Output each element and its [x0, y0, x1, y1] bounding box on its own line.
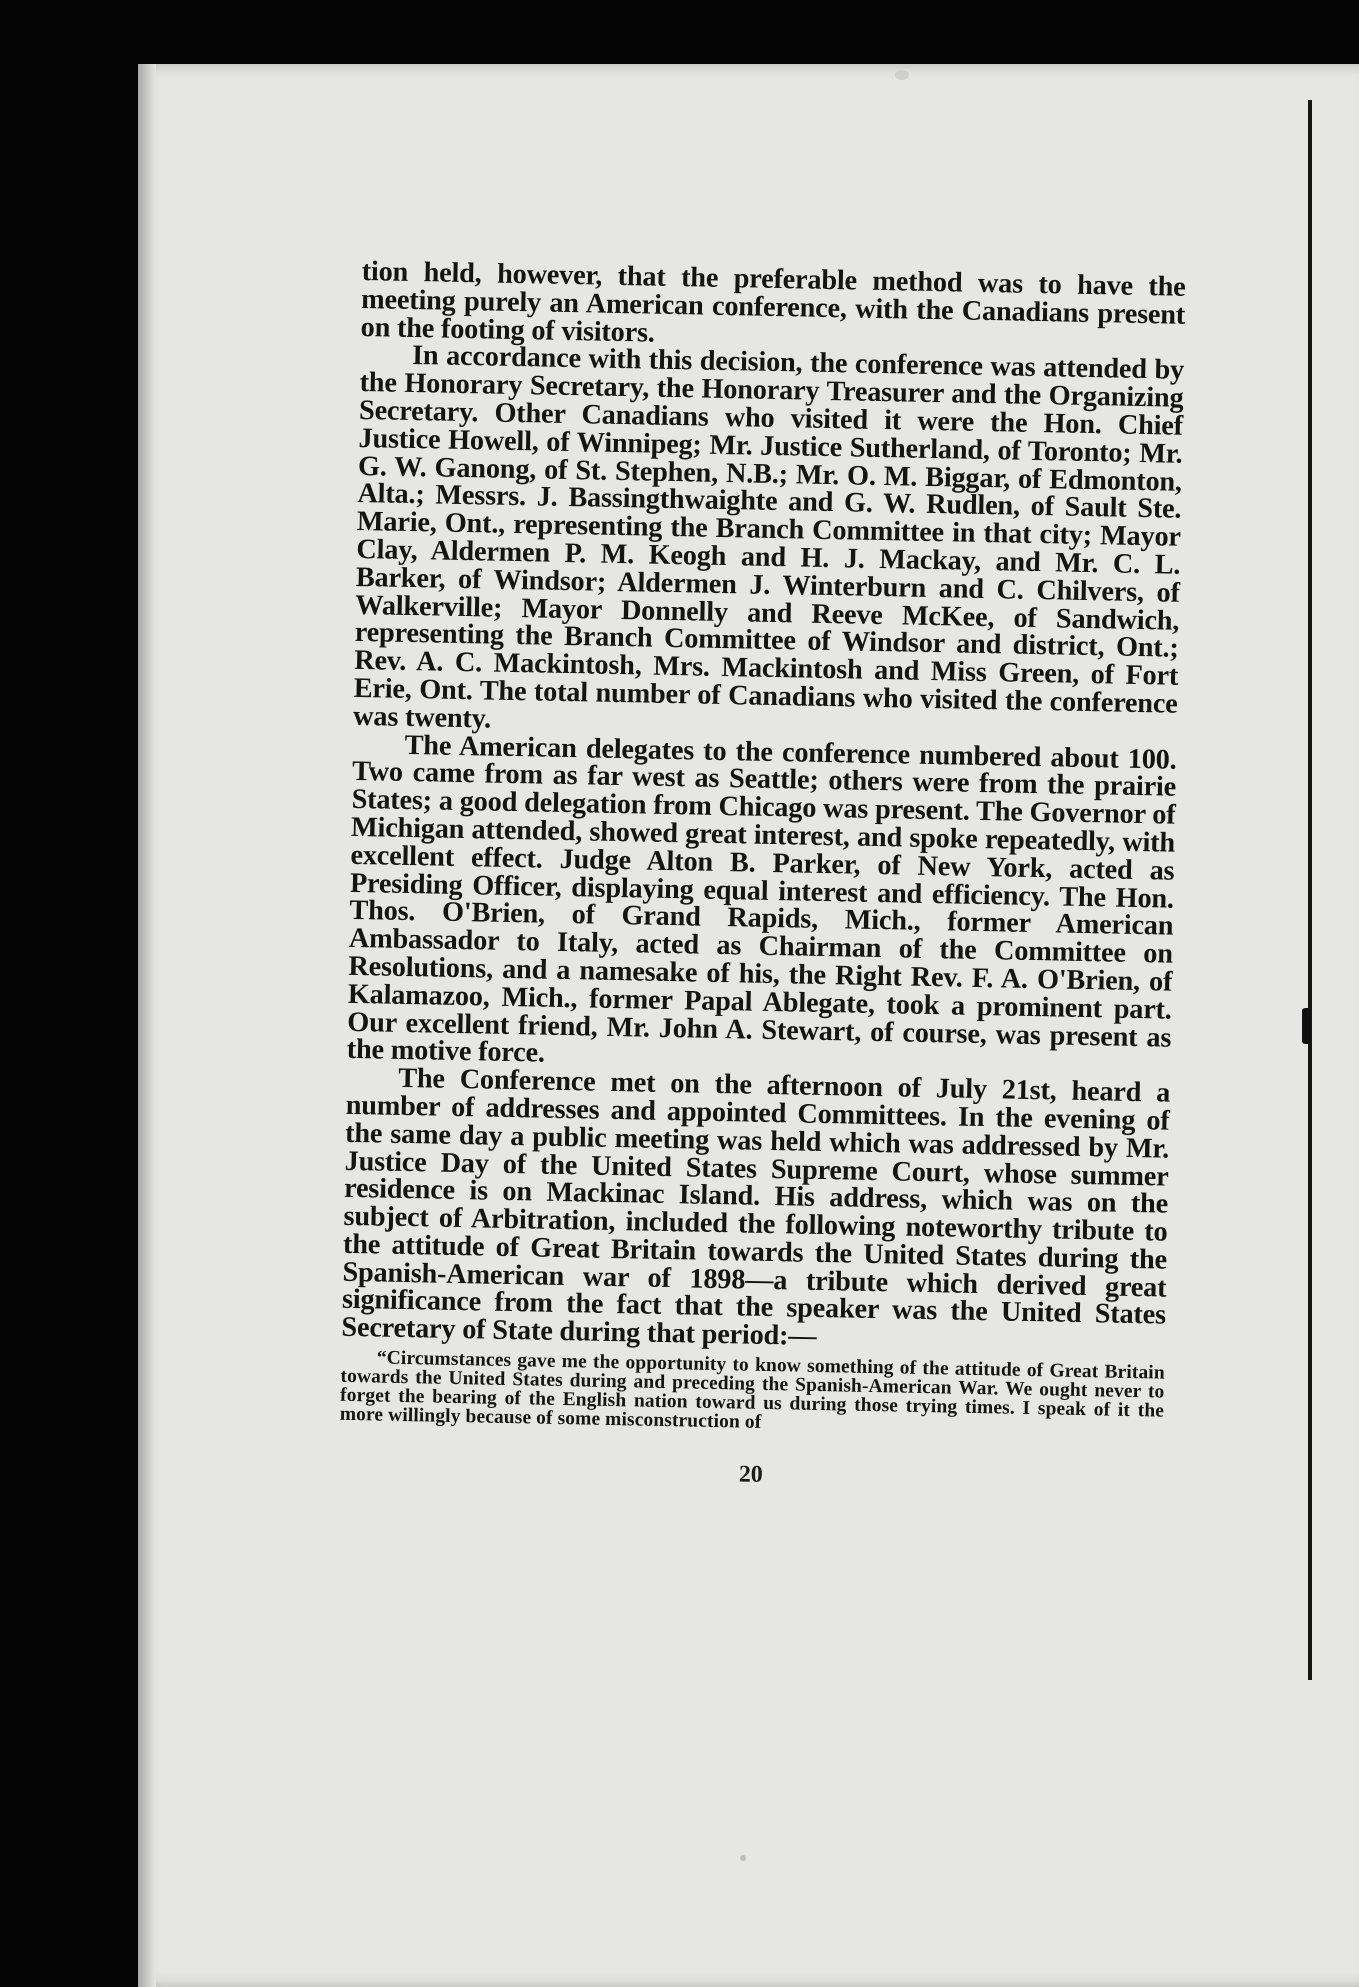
paragraph-continuation: tion held, however, that the preferable method was to have the meeting purely an American conference, with the Canadians present on the footing of visitors. [360, 256, 1186, 349]
page-gutter-shadow [138, 64, 156, 1987]
facing-page-edge [1308, 100, 1312, 1680]
quotation-justice-day: “Circumstances gave me the opportunity to know something of the attitude of Great Britain towards the United States during and preceding the Spanish-American War. We ought never to forget the bearing of the English nation toward us during those trying times. I speak of it the more willingly because of some misconstruction of [339, 1347, 1165, 1433]
page-text-block [339, 256, 1186, 1488]
scan-speck [895, 70, 909, 80]
page-number: 20 [738, 1461, 763, 1488]
margin-mark [1302, 1008, 1311, 1044]
paragraph-canadian-visitors: In accordance with this decision, the conference was attended by the Honorary Secretary, the Honorary Treasurer and the Organizing Secretary. Other Canadians who visited it were the Hon. Chief Justice Howell, of Winnipeg; Mr. Justice Sutherland, of Toronto; Mr. G. W. Ganong, of St. Stephen, N.B.; Mr. O. M. Biggar, of Edmonton, Alta.; Messrs. J. Bassingthwaighte and G. W. Rudlen, of Sault Ste. Marie, Ont., representing the Branch Committee in that city; Mayor Clay, Aldermen P. M. Keogh and H. J. Mackay, and Mr. C. L. Barker, of Windsor; Aldermen J. Winterburn and C. Chilvers, of Walkerville; Mayor Donnelly and Reeve McKee, of Sandwich, representing the Branch Committee of Windsor and district, Ont.; Rev. A. C. Mackintosh, Mrs. Mackintosh and Miss Green, of Fort Erie, Ont. The total number of Canadians who visited the conference was twenty. [352, 340, 1185, 735]
paragraph-american-delegates: The American delegates to the conference numbered about 100. Two came from as far west as Seattle; others were from the prairie States; a good delegation from Chicago was present. The Governor of Michigan attended, showed great interest, and spoke repeatedly, with excellent effect. Judge Alton B. Parker, of New York, acted as Presiding Officer, displaying equal interest and efficiency. The Hon. Thos. O'Brien, of Grand Rapids, Mich., former American Ambassador to Italy, acted as Chairman of the Committee on Resolutions, and a namesake of his, the Right Rev. F. A. O'Brien, of Kalamazoo, Mich., former Papal Ablegate, took a prominent part. Our excellent friend, Mr. John A. Stewart, of course, was present as the motive force. [346, 729, 1177, 1069]
scan-speck [740, 1855, 746, 1861]
paragraph-conference-meeting: The Conference met on the afternoon of July 21st, heard a number of addresses and appointed Committees. In the evening of the same day a public meeting was held which was addressed by Mr. Justice Day of the United States Supreme Court, whose summer residence is on Mackinac Island. His address, which was on the subject of Arbitration, included the following noteworthy tribute to the attitude of Great Britain towards the United States during the Spanish-American war of 1898—a tribute which derived great significance from the fact that the speaker was the United States Secretary of State during that period:— [341, 1062, 1171, 1353]
